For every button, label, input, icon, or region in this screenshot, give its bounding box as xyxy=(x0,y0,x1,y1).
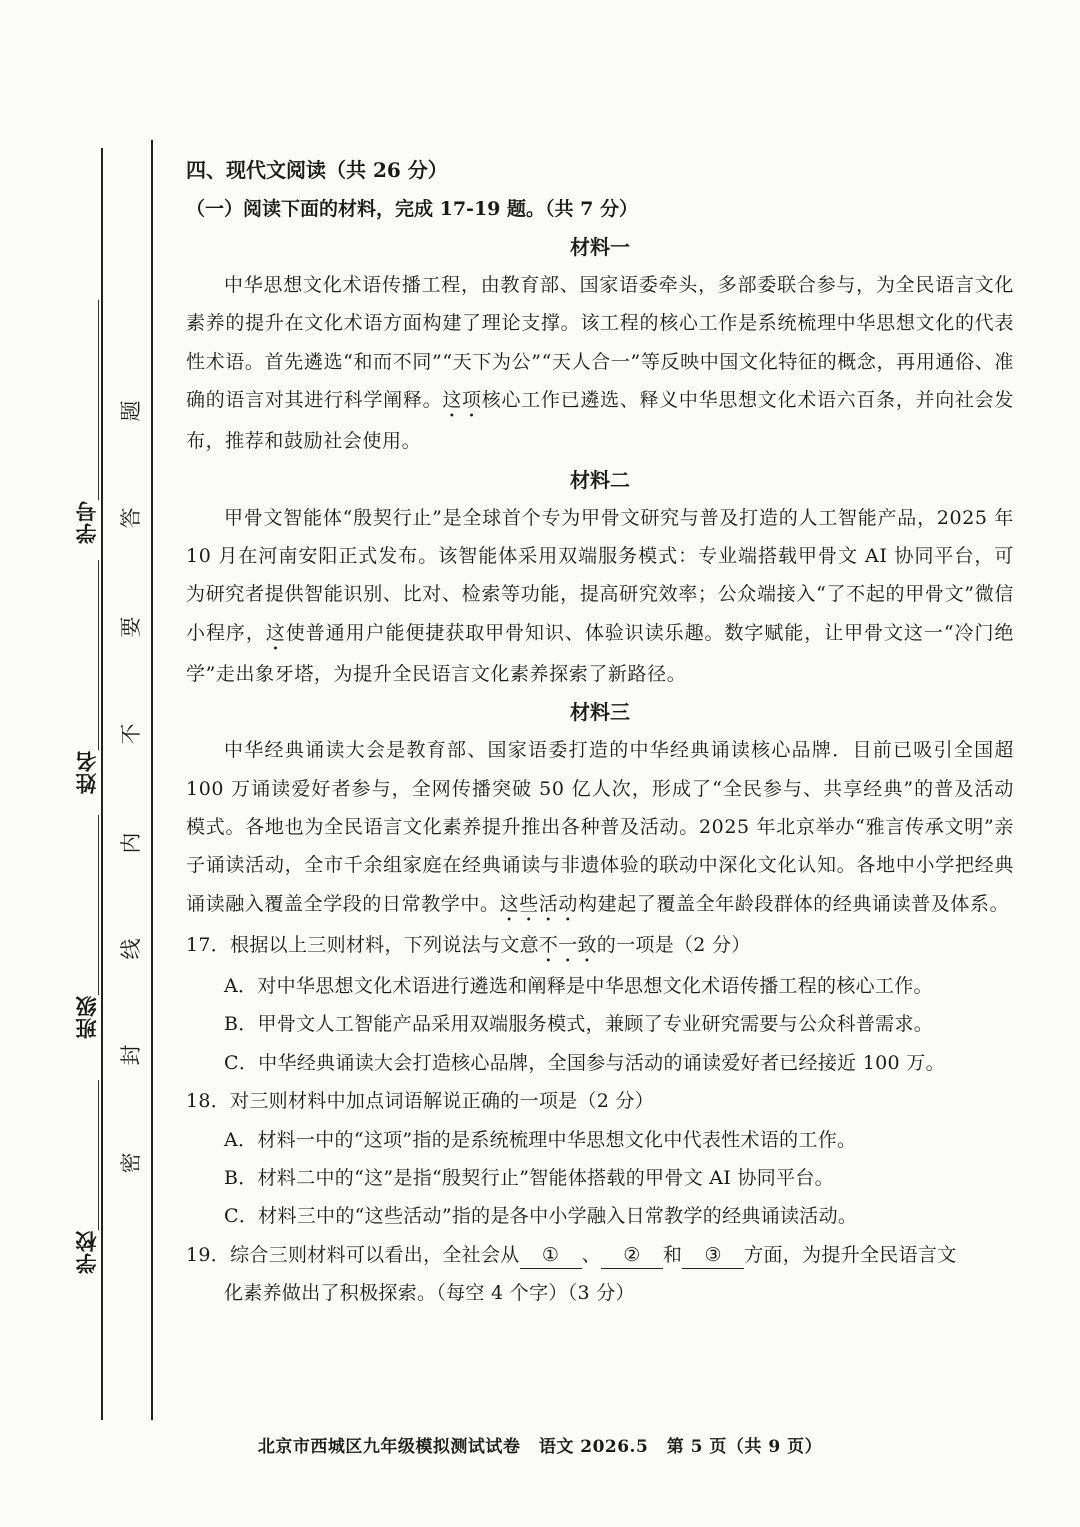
question-18-stem: 18．对三则材料中加点词语解说正确的一项是（2 分） xyxy=(186,1090,655,1113)
student-id-field[interactable] xyxy=(72,300,102,544)
material-1-paragraph xyxy=(186,266,1014,461)
material-text: 核心工作已遴选、释义中华思想文化术语六百条，并向社会发布，推荐和鼓励社会使用。 xyxy=(186,389,1014,453)
class-blank[interactable] xyxy=(98,815,99,995)
class-field[interactable] xyxy=(72,815,102,1039)
question-18-option-b[interactable]: B．材料二中的“这”是指“殷契行止”智能体搭载的甲骨文 AI 协同平台。 xyxy=(224,1166,834,1189)
student-id-blank[interactable] xyxy=(98,300,99,500)
material-3-paragraph xyxy=(186,731,1014,926)
question-text: 和 xyxy=(662,1243,683,1266)
emphasized-term: 这项 xyxy=(442,389,482,412)
emphasized-term: 这些活动 xyxy=(499,892,579,915)
student-id-label: 学号 xyxy=(74,500,99,544)
school-field[interactable] xyxy=(72,1080,102,1274)
exam-content xyxy=(186,150,1014,1313)
seal-char: 题 xyxy=(119,400,143,422)
question-17-option-a[interactable]: A．对中华思想文化术语进行遴选和阐释是中华思想文化术语传播工程的核心工作。 xyxy=(224,974,933,997)
question-18-option-c[interactable]: C．材料三中的“这些活动”指的是各中小学融入日常教学的经典诵读活动。 xyxy=(224,1205,858,1228)
question-text: 方面，为提升全民语言文 xyxy=(744,1243,957,1266)
question-19-continuation: 化素养做出了积极探索。（每空 4 个字）（3 分） xyxy=(224,1282,635,1305)
question-text: 、 xyxy=(581,1243,601,1266)
footer-exam-title: 北京市西城区九年级模拟测试试卷 xyxy=(257,1437,521,1457)
material-3-heading: 材料三 xyxy=(570,700,630,725)
seal-char: 不 xyxy=(119,723,143,745)
footer-subject: 语文 2026.5 xyxy=(538,1437,649,1457)
school-label: 学校 xyxy=(74,1230,99,1274)
emphasized-term: 不一致 xyxy=(538,933,597,956)
answer-blank-1[interactable]: ① xyxy=(520,1242,582,1269)
question-18-option-a[interactable]: A．材料一中的“这项”指的是系统梳理中华思想文化中代表性术语的工作。 xyxy=(224,1128,857,1151)
material-1-heading: 材料一 xyxy=(570,235,630,259)
material-text: 甲骨文智能体“殷契行止”是全球首个专为甲骨文研究与普及打造的人工智能产品，2025 年 10 月在河南安阳正式发布。该智能体采用双端服务模式：专业端搭载甲骨文 AI 协同平台，可为研究者提供智能识别、比对、检索等功能，提高研究效率；公众端接入“了不起的甲骨文”微信小程序， xyxy=(186,506,1014,644)
footer-page-number: 第 5 页（共 9 页） xyxy=(666,1437,823,1457)
answer-blank-3[interactable]: ③ xyxy=(682,1242,744,1269)
name-field[interactable] xyxy=(72,560,102,794)
material-text: 使普通用户能便捷获取甲骨知识、体验识读乐趣。数字赋能，让甲骨文这一“冷门绝学”走出象牙塔，为提升全民语言文化素养探索了新路径。 xyxy=(186,621,1014,685)
question-text: 的一项是（2 分） xyxy=(596,933,751,956)
class-label: 班级 xyxy=(74,995,99,1039)
seal-char: 要 xyxy=(119,616,143,638)
section-title: 四、现代文阅读（共 26 分） xyxy=(186,158,448,182)
question-17-option-c[interactable]: C．中华经典诵读大会打造核心品牌，全国参与活动的诵读爱好者已经接近 100 万。 xyxy=(224,1051,945,1074)
emphasized-term: 这 xyxy=(265,621,286,644)
section-subtitle: （一）阅读下面的材料，完成 17-19 题。（共 7 分） xyxy=(186,198,638,220)
question-text: 19．综合三则材料可以看出，全社会从 xyxy=(186,1243,520,1266)
question-17-stem xyxy=(186,926,1014,967)
answer-blank-2[interactable]: ② xyxy=(601,1242,663,1269)
seal-char: 内 xyxy=(119,832,143,854)
question-17-option-b[interactable]: B．甲骨文人工智能产品采用双端服务模式，兼顾了专业研究需要与公众科普需求。 xyxy=(224,1013,934,1036)
material-2-heading: 材料二 xyxy=(570,467,630,492)
name-blank[interactable] xyxy=(98,560,99,750)
material-text: 中华思想文化术语传播工程，由教育部、国家语委牵头，多部委联合参与，为全民语言文化素养的提升在文化术语方面构建了理论支撑。该工程的核心工作是系统梳理中华思想文化的代表性术语。首先遴选“和而不同”“天下为公”“天人合一”等反映中国文化特征的概念，再用通俗、准确的语言对其进行科学阐释。 xyxy=(186,274,1014,412)
name-label: 姓名 xyxy=(74,750,99,794)
seal-char: 密 xyxy=(119,1152,143,1174)
school-blank[interactable] xyxy=(98,1080,99,1230)
seal-char: 答 xyxy=(119,507,143,529)
binding-inner-rule xyxy=(151,140,153,1420)
material-text: 中华经典诵读大会是教育部、国家语委打造的中华经典诵读核心品牌．目前已吸引全国超 100 万诵读爱好者参与，全网传播突破 50 亿人次，形成了“全民参与、共享经典”的普及活动模式。各地也为全民语言文化素养提升推出各种普及活动。2025 年北京举办“雅言传承文明”亲子诵读活动，全市千余组家庭在经典诵读与非遗体验的联动中深化文化认知。各地中小学把经典诵读融入覆盖全学段的日常教学中。 xyxy=(186,739,1014,915)
question-text: 17．根据以上三则材料，下列说法与文意 xyxy=(186,933,539,956)
material-2-paragraph xyxy=(186,499,1014,694)
material-text: 构建起了覆盖全年龄段群体的经典诵读普及体系。 xyxy=(578,892,1010,915)
question-19-stem xyxy=(186,1236,1014,1274)
seal-char: 线 xyxy=(119,938,143,960)
seal-char: 封 xyxy=(119,1044,143,1066)
page-footer xyxy=(0,1432,1080,1457)
